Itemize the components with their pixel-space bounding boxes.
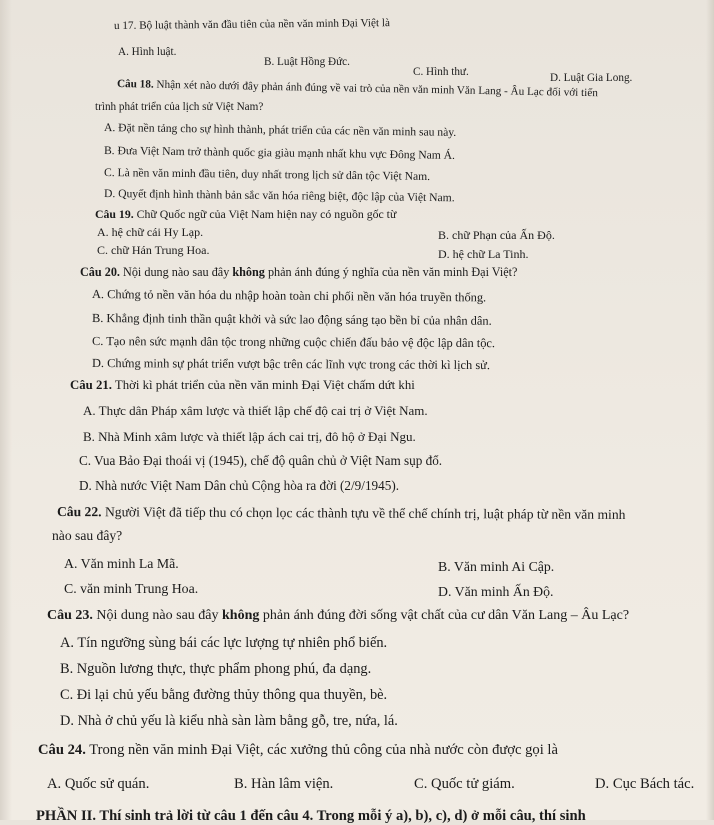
question-21-stem — [70, 378, 415, 393]
question-22-label: Câu 22. — [56, 504, 102, 520]
question-24-label: Câu 24. — [38, 742, 86, 758]
question-19-option-c: C. chữ Hán Trung Hoa. — [97, 243, 210, 257]
page-left-edge-shadow — [0, 0, 12, 820]
question-23-label: Câu 23. — [47, 608, 93, 623]
question-24-text: Trong nền văn minh Đại Việt, các xưởng thủ công của nhà nước còn được gọi là — [85, 742, 558, 758]
question-17-option-b: B. Luật Hồng Đức. — [264, 56, 350, 68]
question-20-option-d: D. Chứng minh sự phát triển vượt bậc trên các lĩnh vực trong các thời kì lịch sử. — [91, 356, 491, 373]
question-18-stem — [117, 78, 598, 99]
question-24-stem — [38, 742, 558, 759]
part-2-heading-cut-off: PHẦN II. Thí sinh trả lời từ câu 1 đến câu 4. Trong mỗi ý a), b), c), d) ở mỗi câu, thí sinh — [36, 808, 586, 824]
question-21-option-b: B. Nhà Minh xâm lược và thiết lập ách cai trị, đô hộ ở Đại Ngu. — [83, 429, 416, 444]
question-22-option-b: B. Văn minh Ai Cập. — [438, 559, 555, 574]
question-17-option-c: C. Hình thư. — [413, 66, 469, 78]
question-23-option-a: A. Tín ngưỡng sùng bái các lực lượng tự nhiên phổ biến. — [60, 635, 388, 651]
question-22-stem — [57, 504, 626, 523]
question-24-option-d: D. Cục Bách tác. — [595, 776, 695, 792]
question-23-text-start: Nội dung nào sau đây — [92, 608, 222, 623]
question-23-emphasis: không — [222, 608, 260, 623]
question-19-option-a: A. hệ chữ cái Hy Lạp. — [97, 225, 204, 239]
question-23-option-c: C. Đi lại chủ yếu bằng đường thủy thông qua thuyền, bè. — [60, 687, 388, 703]
question-22-text: Người Việt đã tiếp thu có chọn lọc các thành tựu về thể chế chính trị, luật pháp từ nền văn minh — [101, 504, 626, 522]
page-right-edge-shadow — [706, 0, 714, 820]
question-21-option-d: D. Nhà nước Việt Nam Dân chủ Cộng hòa ra đời (2/9/1945). — [79, 478, 400, 493]
question-17-option-d: D. Luật Gia Long. — [550, 72, 633, 84]
question-19-option-b: B. chữ Phạn của Ấn Độ. — [438, 228, 555, 242]
question-20-text-end: phản ánh đúng ý nghĩa của nền văn minh Đại Việt? — [264, 265, 518, 279]
question-23-stem — [47, 608, 629, 624]
question-19-option-d: D. hệ chữ La Tinh. — [438, 247, 529, 261]
question-23-option-b: B. Nguồn lương thực, thực phẩm phong phú, đa dạng. — [60, 661, 372, 677]
question-20-option-a: A. Chứng tỏ nền văn hóa du nhập hoàn toàn chi phối nền văn hóa truyền thống. — [91, 287, 487, 305]
question-17-option-a: A. Hình luật. — [118, 46, 177, 58]
question-17-stem: u 17. Bộ luật thành văn đầu tiên của nền văn minh Đại Việt là — [113, 17, 391, 32]
question-21-text: Thời kì phát triển của nền văn minh Đại Việt chấm dứt khi — [111, 378, 415, 392]
question-23-option-d: D. Nhà ở chủ yếu là kiểu nhà sàn làm bằng gỗ, tre, nứa, lá. — [60, 713, 398, 729]
question-22-option-a: A. Văn minh La Mã. — [64, 556, 179, 571]
question-18-option-d: D. Quyết định hình thành bản sắc văn hóa riêng biệt, độc lập của Việt Nam. — [103, 187, 455, 205]
question-21-option-a: A. Thực dân Pháp xâm lược và thiết lập chế độ cai trị ở Việt Nam. — [83, 403, 428, 418]
question-24-option-a: A. Quốc sử quán. — [47, 776, 150, 792]
question-20-label: Câu 20. — [80, 265, 120, 279]
question-20-option-b: B. Khẳng định tinh thần quật khởi và sức lao động sáng tạo bền bỉ của nhân dân. — [91, 311, 492, 328]
question-18-text: Nhận xét nào dưới đây phản ánh đúng về vai trò của nền văn minh Văn Lang - Âu Lạc đối với tiến — [153, 78, 598, 100]
question-19-text: Chữ Quốc ngữ của Việt Nam hiện nay có nguồn gốc từ — [133, 207, 397, 221]
question-18-option-a: A. Đặt nền tảng cho sự hình thành, phát triển của các nền văn minh sau này. — [103, 121, 457, 139]
question-20-option-c: C. Tạo nên sức mạnh dân tộc trong những cuộc chiến đấu bảo vệ độc lập dân tộc. — [91, 334, 496, 351]
question-22-option-c: C. văn minh Trung Hoa. — [64, 581, 199, 596]
question-22-stem-continued: nào sau đây? — [52, 528, 123, 543]
question-23-text-end: phản ánh đúng đời sống vật chất của cư dân Văn Lang – Âu Lạc? — [259, 608, 630, 623]
question-20-emphasis: không — [232, 265, 265, 279]
question-20-stem — [80, 265, 517, 280]
question-18-stem-continued: trình phát triển của lịch sử Việt Nam? — [95, 101, 264, 113]
question-19-stem — [95, 207, 396, 222]
question-20-text-start: Nội dung nào sau đây — [119, 265, 233, 279]
question-18-option-b: B. Đưa Việt Nam trở thành quốc gia giàu mạnh nhất khu vực Đông Nam Á. — [103, 144, 456, 162]
question-24-option-b: B. Hàn lâm viện. — [234, 776, 334, 792]
question-19-label: Câu 19. — [95, 207, 134, 221]
question-22-option-d: D. Văn minh Ấn Độ. — [438, 584, 554, 599]
question-18-label: Câu 18. — [116, 78, 154, 91]
question-18-option-c: C. Là nền văn minh đầu tiên, duy nhất trong lịch sử dân tộc Việt Nam. — [103, 166, 431, 183]
question-21-label: Câu 21. — [70, 378, 112, 392]
question-24-option-c: C. Quốc tử giám. — [414, 776, 515, 792]
question-21-option-c: C. Vua Bảo Đại thoái vị (1945), chế độ quân chủ ở Việt Nam sụp đổ. — [79, 453, 443, 468]
